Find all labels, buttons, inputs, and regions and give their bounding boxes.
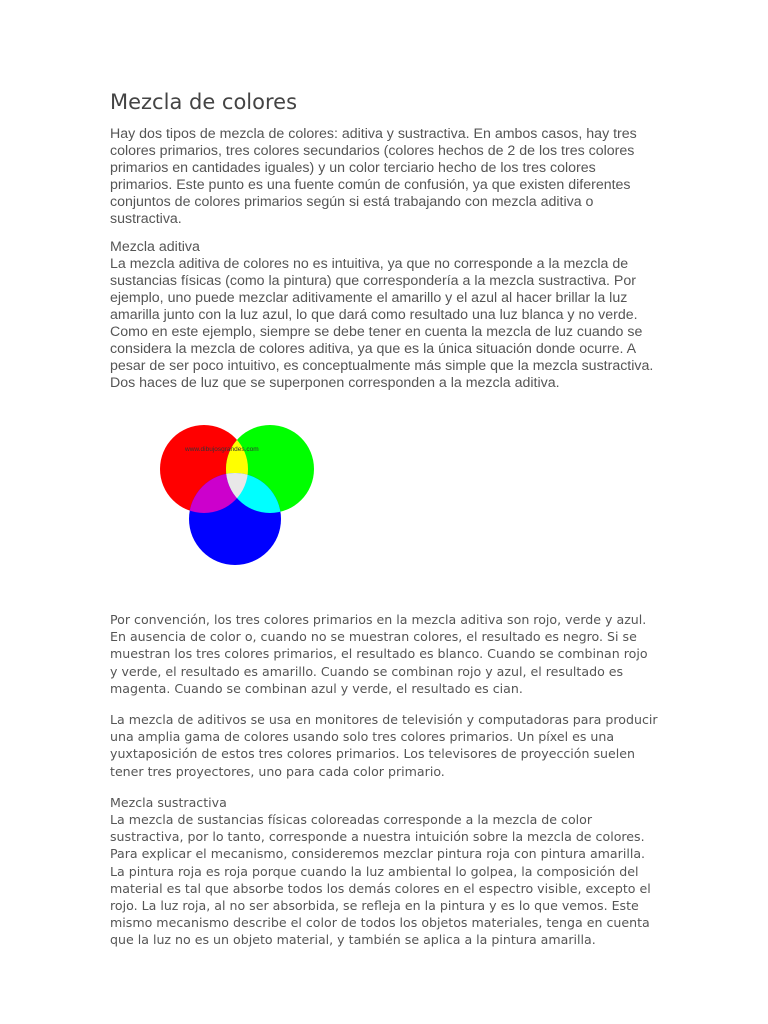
additive-paragraph: La mezcla aditiva de colores no es intuitiva, ya que no corresponde a la mezcla de sustancias físicas (como la pintura) que correspondería a la mezcla sustractiva. Por ejemplo, uno puede mezclar aditivamente el amarillo y el azul al hacer brillar la luz amarilla junto con la luz azul, lo que dará como resultado una luz blanca y no verde. Como en este ejemplo, siempre se debe tener en cuenta la mezcla de luz cuando se considera la mezcla de colores aditiva, ya que es la única situación donde ocurre. A pesar de ser poco intuitivo, es conceptualmente más simple que la mezcla sustractiva. Dos haces de luz que se superponen corresponden a la mezcla aditiva. [110,256,654,391]
venn-diagram [160,415,320,565]
convention-paragraph: Por convención, los tres colores primarios en la mezcla aditiva son rojo, verde y azul. En ausencia de color o, cuando no se muestran colores, el resultado es negro. Si se muestran los tres colores primarios, el resultado es blanco. Cuando se combinan rojo y verde, el resultado es amarillo. Cuando se combinan rojo y azul, el resultado es magenta. Cuando se combinan azul y verde, el resultado es cian. [110,612,648,696]
additive-heading: Mezcla aditiva [110,239,200,255]
diagram-watermark: www.dibujosgrandes.com [185,446,259,453]
page-title: Mezcla de colores [110,90,298,114]
subtractive-paragraph: La mezcla de sustancias físicas coloreadas corresponde a la mezcla de color sustractiva, por lo tanto, corresponde a nuestra intuición sobre la mezcla de colores. Para explicar el mecanismo, consideremos mezclar pintura roja con pintura amarilla. La pintura roja es roja porque cuando la luz ambiental lo golpea, la composición del material es tal que absorbe todos los demás colores en el espectro visible, excepto el rojo. La luz roja, al no ser absorbida, se refleja en la pintura y es lo que vemos. Este mismo mecanismo describe el color de todos los objetos materiales, tenga en cuenta que la luz no es un objeto material, y también se aplica a la pintura amarilla. [110,812,651,948]
subtractive-heading: Mezcla sustractiva [110,794,227,810]
intro-paragraph: Hay dos tipos de mezcla de colores: aditiva y sustractiva. En ambos casos, hay tres colores primarios, tres colores secundarios (colores hechos de 2 de los tres colores primarios en cantidades iguales) y un color terciario hecho de los tres colores primarios. Este punto es una fuente común de confusión, ya que existen diferentes conjuntos de colores primarios según si está trabajando con mezcla aditiva o sustractiva. [110,126,637,227]
monitors-paragraph: La mezcla de aditivos se usa en monitores de televisión y computadoras para producir una amplia gama de colores usando solo tres colores primarios. Un píxel es una yuxtaposición de estos tres colores primarios. Los televisores de proyección suelen tener tres proyectores, uno para cada color primario. [110,712,658,779]
additive-color-diagram [110,403,658,601]
document-page [110,88,658,949]
